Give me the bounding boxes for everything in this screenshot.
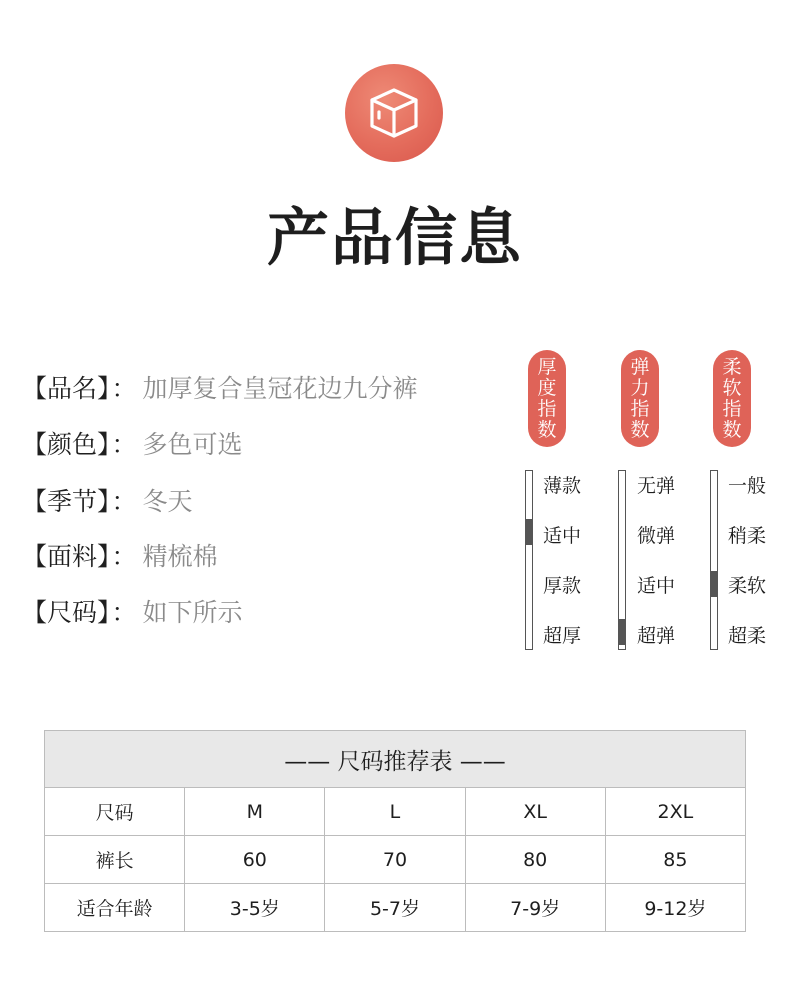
pill-char: 柔 [722, 355, 742, 378]
info-value: 加厚复合皇冠花边九分裤 [142, 374, 418, 403]
info-row-size [22, 593, 243, 633]
table-row [45, 788, 746, 836]
table-cell: 裤长 [45, 836, 185, 884]
info-label: 【面料】 [22, 542, 110, 571]
thickness-level-bar [525, 470, 533, 650]
info-row-color [22, 425, 243, 465]
info-colon: ： [111, 598, 137, 627]
thickness-level-4: 超厚 [543, 625, 582, 647]
softness-level-bar [710, 470, 718, 650]
info-value: 精梳棉 [142, 542, 218, 571]
softness-level-1: 一般 [728, 475, 767, 497]
table-row [45, 836, 746, 884]
table-cell: M [185, 788, 325, 836]
table-cell: 3-5岁 [185, 884, 325, 932]
pill-char: 指 [537, 397, 557, 420]
thickness-level-1: 薄款 [543, 475, 582, 497]
pill-char: 数 [722, 418, 742, 441]
info-row-fabric [22, 537, 218, 577]
table-header-row [45, 731, 746, 788]
info-row-name [22, 369, 418, 409]
size-recommendation-table [44, 730, 746, 932]
table-cell: 60 [185, 836, 325, 884]
info-value: 冬天 [142, 487, 193, 516]
info-label: 【尺码】 [22, 598, 110, 627]
table-row [45, 884, 746, 932]
pill-char: 弹 [630, 355, 650, 378]
table-cell: 2XL [605, 788, 745, 836]
table-cell: 70 [325, 836, 465, 884]
info-value: 多色可选 [142, 430, 243, 459]
pill-char: 度 [537, 376, 557, 399]
pill-char: 力 [630, 376, 650, 399]
thickness-level-2: 适中 [543, 525, 582, 547]
info-label: 【品名】 [22, 374, 110, 403]
info-label: 【颜色】 [22, 430, 110, 459]
table-cell: 7-9岁 [465, 884, 605, 932]
table-cell: XL [465, 788, 605, 836]
info-colon: ： [111, 487, 137, 516]
info-row-season [22, 482, 193, 522]
softness-level-2: 稍柔 [728, 525, 767, 547]
elasticity-level-indicator [619, 619, 625, 645]
product-logo [345, 64, 443, 162]
pill-char: 软 [722, 376, 742, 399]
info-label: 【季节】 [22, 487, 110, 516]
elasticity-level-1: 无弹 [637, 475, 676, 497]
thickness-index-title [528, 350, 566, 447]
pill-char: 数 [537, 418, 557, 441]
softness-level-4: 超柔 [728, 625, 767, 647]
softness-index-title [713, 350, 751, 447]
elasticity-index-title [621, 350, 659, 447]
pill-char: 指 [630, 397, 650, 420]
table-cell: 85 [605, 836, 745, 884]
softness-level-indicator [711, 571, 717, 597]
table-cell: 适合年龄 [45, 884, 185, 932]
softness-level-3: 柔软 [728, 575, 767, 597]
thickness-level-indicator [526, 519, 532, 545]
pill-char: 数 [630, 418, 650, 441]
table-cell: 80 [465, 836, 605, 884]
page-title: 产品信息 [266, 201, 523, 274]
thickness-level-3: 厚款 [543, 575, 582, 597]
table-cell: 5-7岁 [325, 884, 465, 932]
elasticity-level-4: 超弹 [637, 625, 676, 647]
info-colon: ： [111, 542, 137, 571]
elasticity-level-bar [618, 470, 626, 650]
elasticity-level-2: 微弹 [637, 525, 676, 547]
info-colon: ： [111, 430, 137, 459]
info-colon: ： [111, 374, 137, 403]
pill-char: 指 [722, 397, 742, 420]
table-cell: L [325, 788, 465, 836]
pill-char: 厚 [537, 355, 557, 378]
info-value: 如下所示 [142, 598, 243, 627]
box-icon [366, 85, 422, 141]
table-cell: 尺码 [45, 788, 185, 836]
elasticity-level-3: 适中 [637, 575, 676, 597]
table-cell: 9-12岁 [605, 884, 745, 932]
table-title: —— 尺码推荐表 —— [45, 731, 746, 788]
